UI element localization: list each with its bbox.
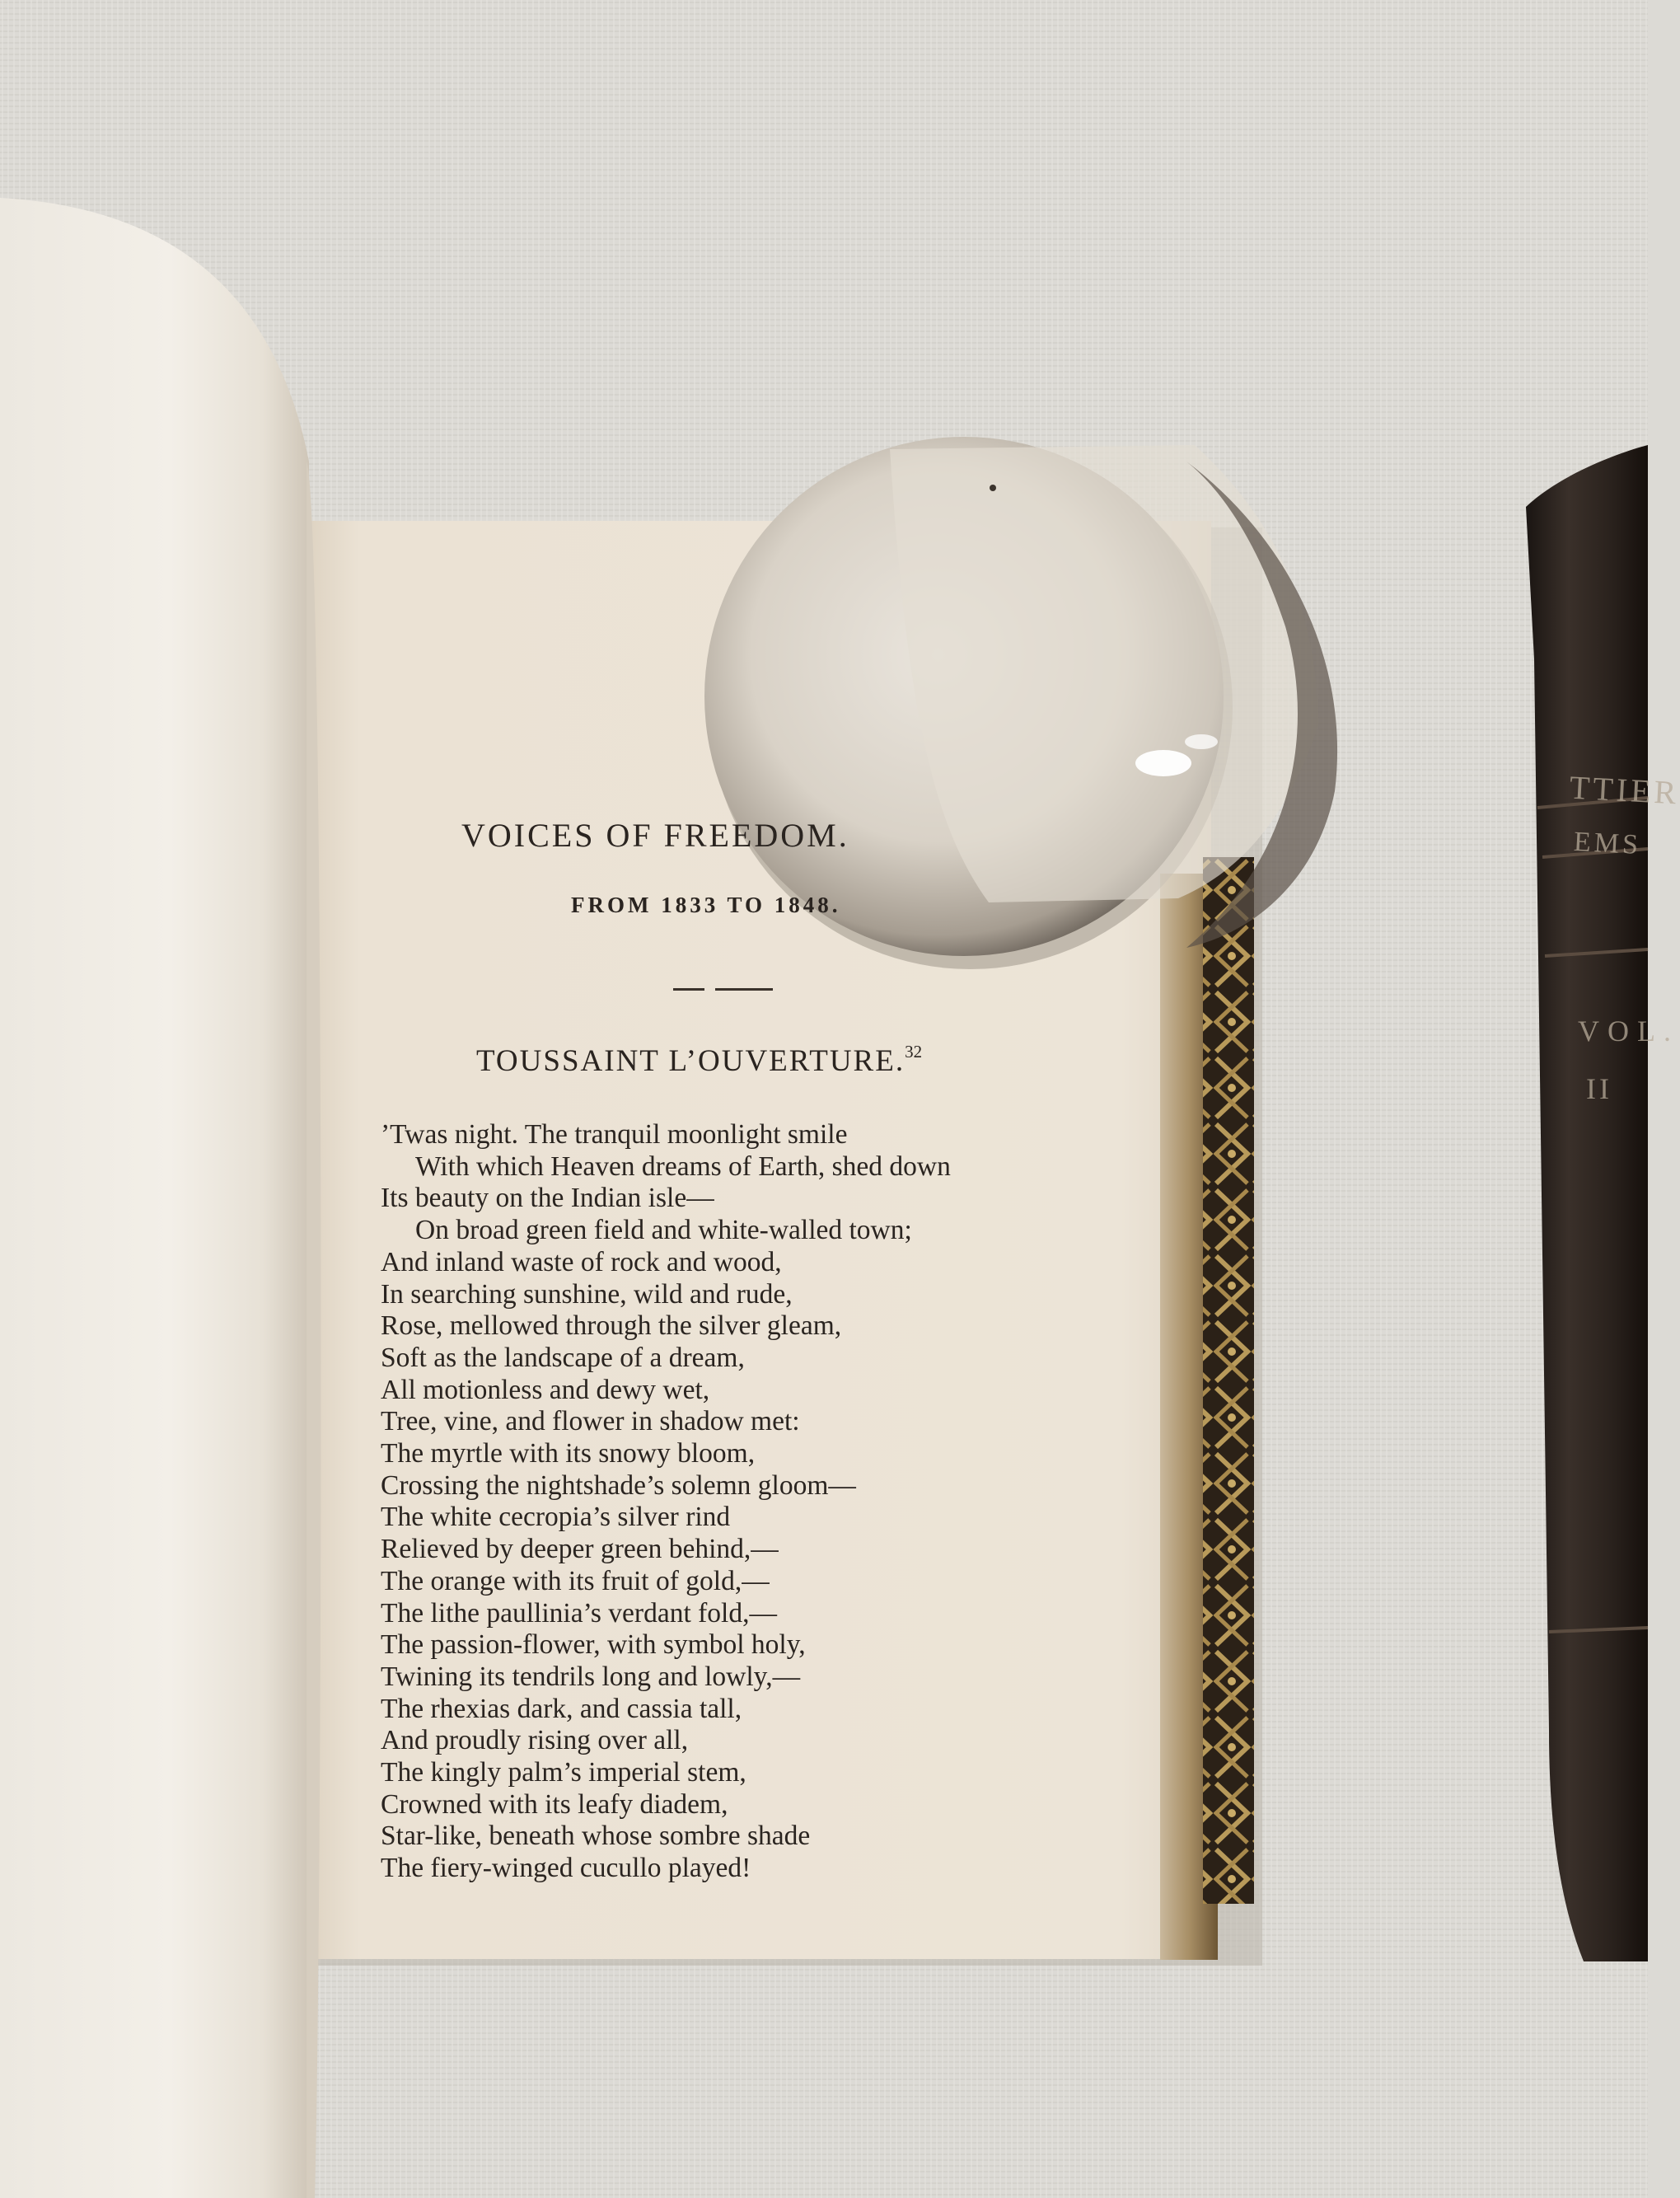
poem-body (381, 1119, 1122, 1885)
poem-line: On broad green field and white-walled town; (415, 1215, 912, 1246)
poem-line: Tree, vine, and flower in shadow met: (381, 1406, 800, 1437)
poem-line: Rose, mellowed through the silver gleam, (381, 1310, 842, 1342)
section-heading: VOICES OF FREEDOM. (461, 817, 849, 854)
poem-line: And inland waste of rock and wood, (381, 1246, 782, 1277)
poem-line: And proudly rising over all, (381, 1725, 689, 1756)
divider-rule (673, 988, 704, 991)
poem-line: Star-like, beneath whose sombre shade (381, 1821, 811, 1852)
poem-line: The fiery-winged cucullo played! (381, 1853, 751, 1884)
poem-line: The passion-flower, with symbol holy, (381, 1629, 806, 1661)
poem-line: Crossing the nightshade’s solemn gloom— (381, 1469, 856, 1501)
date-range: FROM 1833 TO 1848. (571, 893, 841, 917)
spine-title: TTIER (1568, 768, 1680, 812)
spine-volume-number: II (1586, 1072, 1612, 1105)
poem-line: In searching sunshine, wild and rude, (381, 1278, 793, 1310)
poem-line: ’Twas night. The tranquil moonlight smile (381, 1119, 848, 1150)
poem-line: Its beauty on the Indian isle— (381, 1183, 714, 1214)
poem-line: Crowned with its leafy diadem, (381, 1788, 728, 1820)
poem-line: Relieved by deeper green behind,— (381, 1534, 779, 1565)
poem-line: The kingly palm’s imperial stem, (381, 1757, 746, 1788)
poem-line: The white cecropia’s silver rind (381, 1502, 731, 1533)
poem-line: Twining its tendrils long and lowly,— (381, 1661, 801, 1692)
poem-line: All motionless and dewy wet, (381, 1374, 710, 1405)
divider-rule (715, 988, 773, 991)
poem-line: The orange with its fruit of gold,— (381, 1565, 770, 1596)
poem-line: The myrtle with its snowy bloom, (381, 1438, 756, 1469)
poem-line: Soft as the landscape of a dream, (381, 1342, 745, 1373)
poem-line: The lithe paullinia’s verdant fold,— (381, 1597, 777, 1629)
poem-line: The rhexias dark, and cassia tall, (381, 1693, 742, 1724)
spine-volume: VOL. (1578, 1015, 1679, 1047)
poem-title-text: TOUSSAINT L’OUVERTURE. (476, 1044, 906, 1078)
footnote-marker: 32 (905, 1042, 923, 1062)
spine-subtitle: EMS (1573, 826, 1642, 861)
poem-line: With which Heaven dreams of Earth, shed down (415, 1151, 951, 1182)
poem-title (476, 1043, 922, 1079)
